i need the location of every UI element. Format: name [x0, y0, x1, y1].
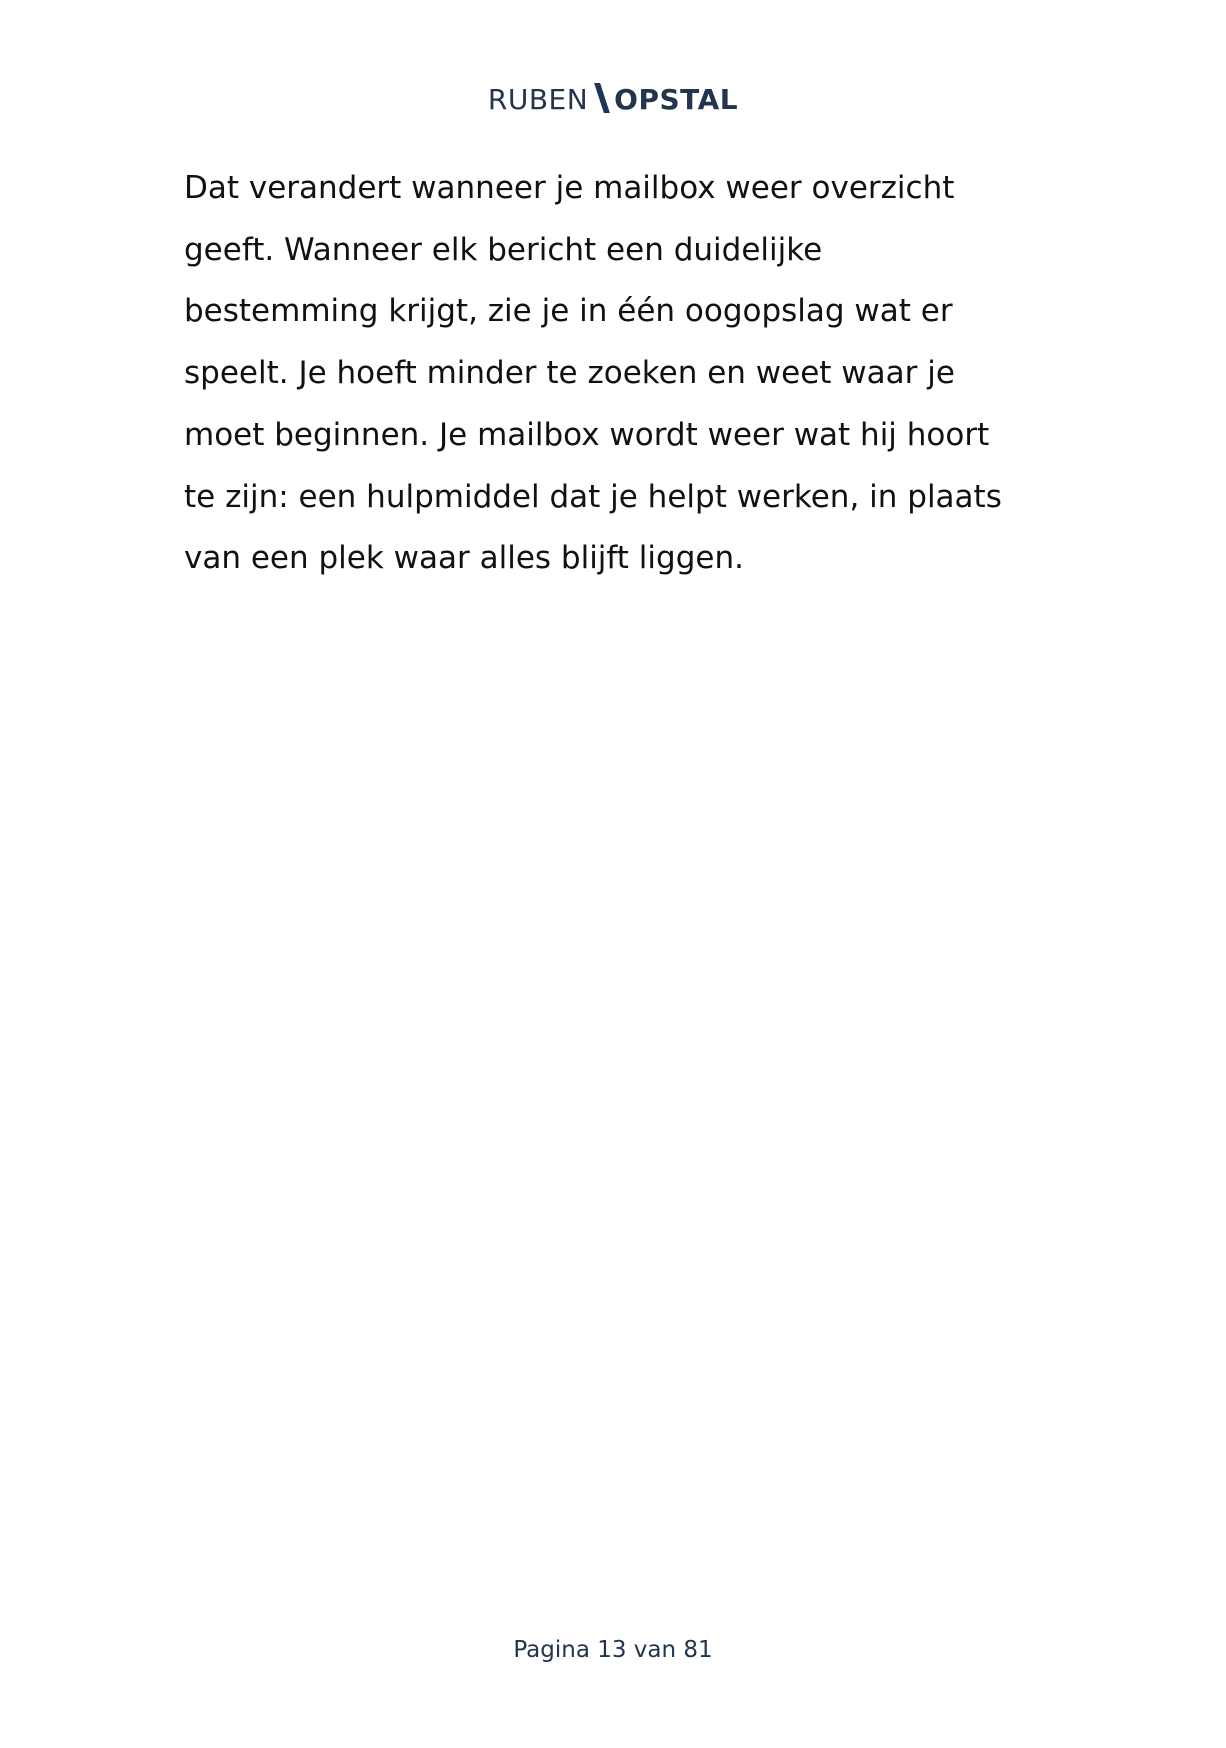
body-line: Dat verandert wanneer je mailbox weer overzicht	[184, 170, 955, 206]
body-line: moet beginnen. Je mailbox wordt weer wat hij hoort	[184, 416, 990, 453]
body-paragraph	[184, 158, 1064, 590]
body-line: speelt. Je hoeft minder te zoeken en weet waar je	[184, 355, 955, 392]
body-line: geeft. Wanneer elk bericht een duidelijke	[184, 231, 823, 268]
logo-first-name: RUBEN	[487, 83, 589, 116]
page-number: Pagina 13 van 81	[513, 1637, 713, 1663]
logo-slash-icon	[594, 83, 610, 113]
body-line: te zijn: een hulpmiddel dat je helpt werken, in plaats	[184, 478, 1002, 515]
body-line: van een plek waar alles blijft liggen.	[184, 540, 744, 577]
logo-last-name: OPSTAL	[614, 83, 739, 116]
document-header-logo	[0, 80, 1226, 120]
body-line: bestemming krijgt, zie je in één oogopslag wat er	[184, 293, 953, 330]
